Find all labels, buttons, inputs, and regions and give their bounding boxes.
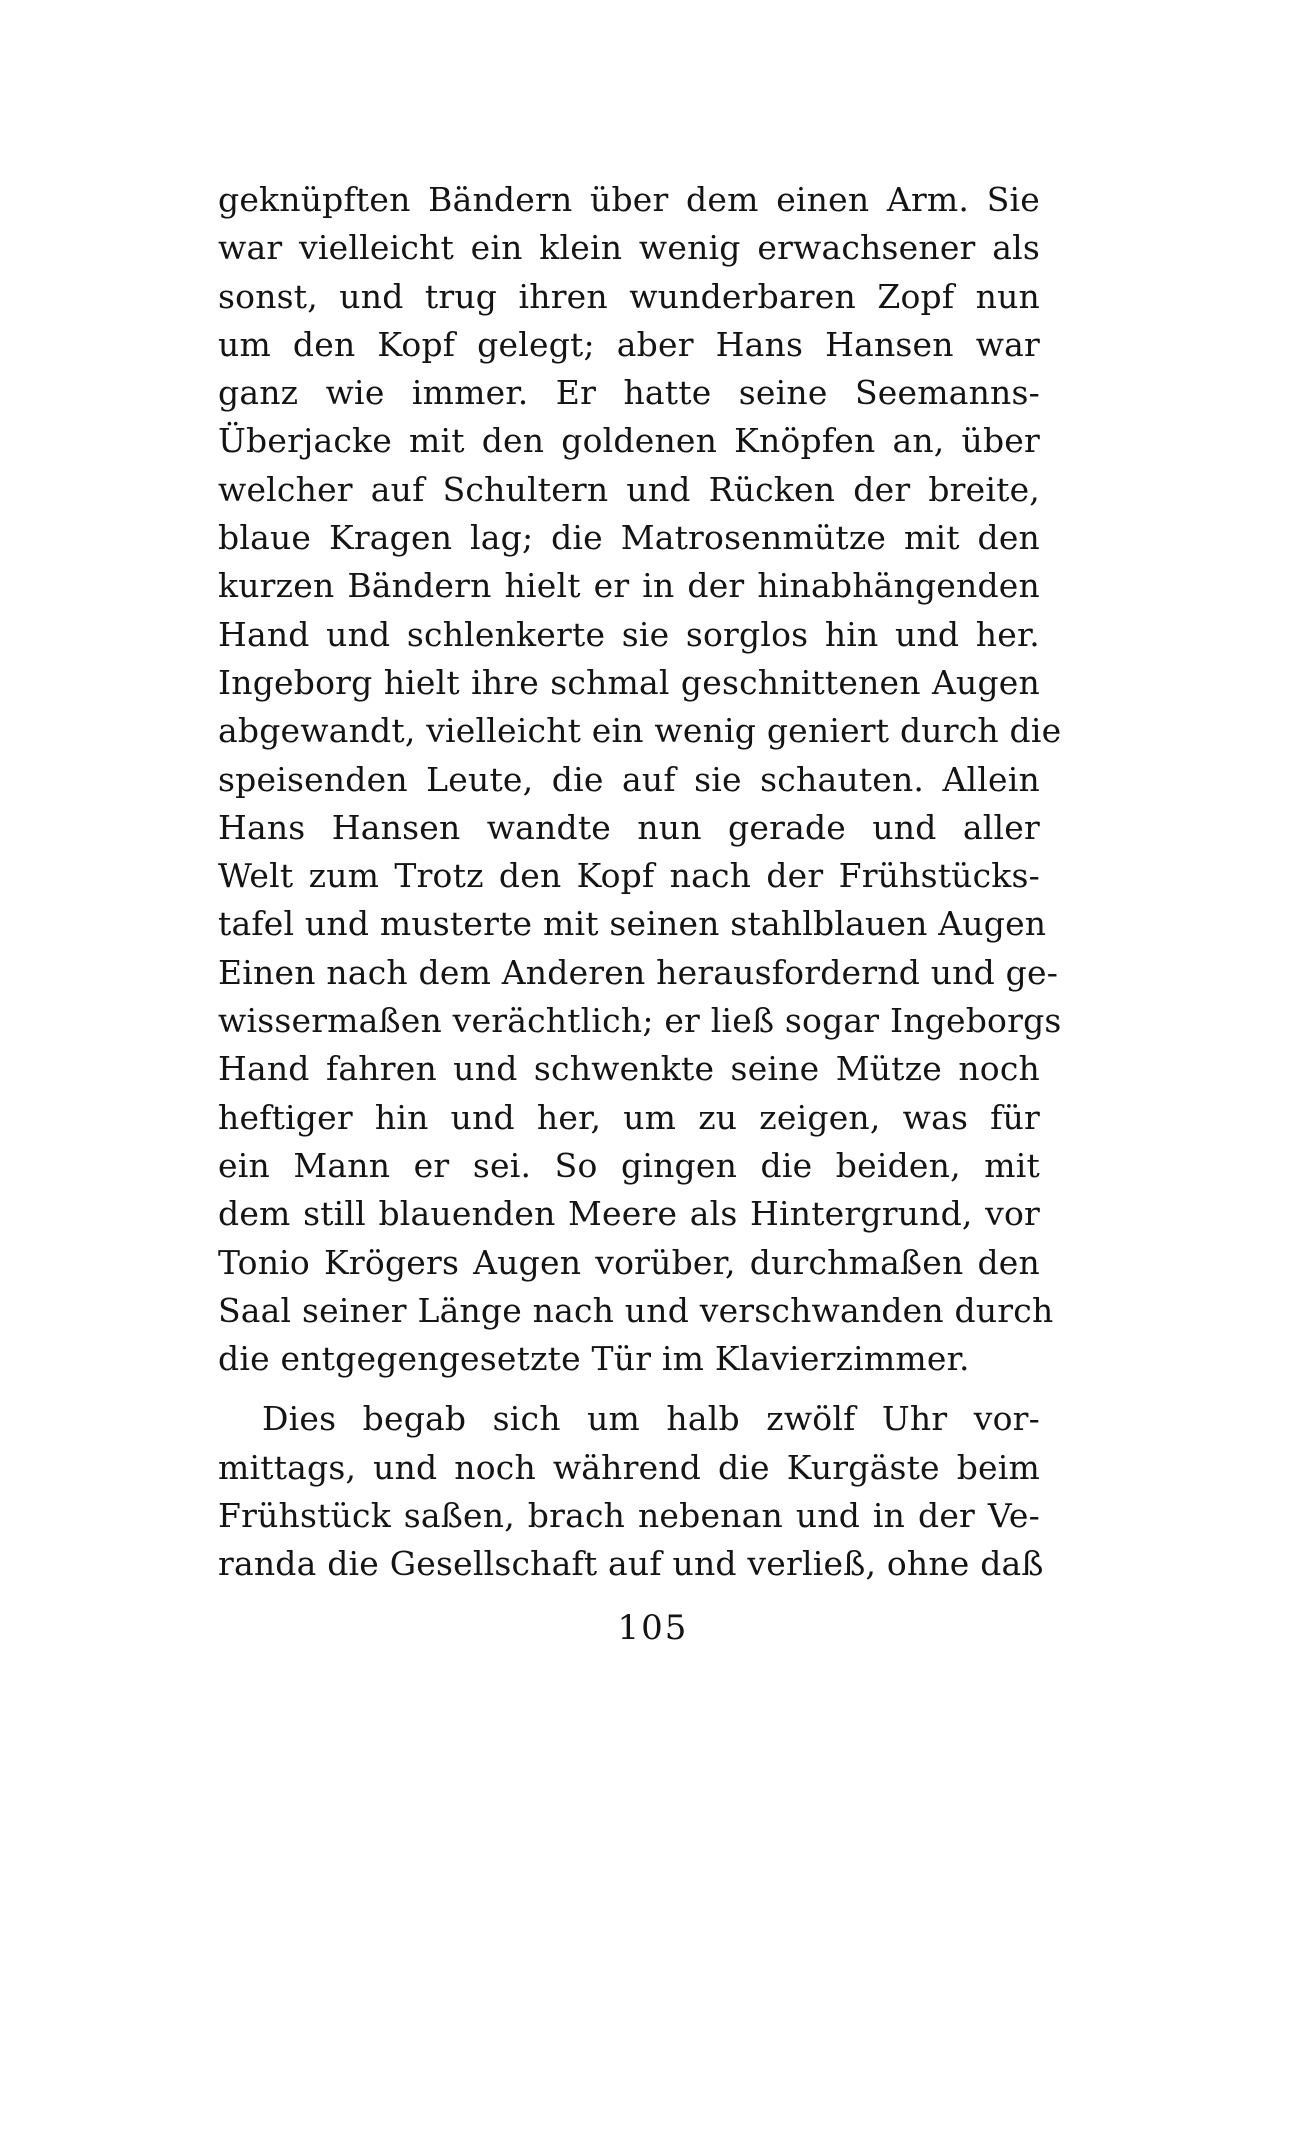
text-line: um den Kopf gelegt; aber Hans Hansen war (218, 324, 1040, 364)
text-line: wissermaßen verächtlich; er ließ sogar Ingeborgs (218, 1001, 1062, 1041)
text-line: Dies begab sich um halb zwölf Uhr vor- (262, 1399, 1040, 1439)
text-line: Hans Hansen wandte nun gerade und aller (218, 807, 1040, 847)
text-line: war vielleicht ein klein wenig erwachsener als (218, 228, 1040, 268)
text-line: tafel und musterte mit seinen stahlblauen Augen (218, 904, 1047, 944)
text-line: Frühstück saßen, brach nebenan und in der Ve- (218, 1496, 1040, 1536)
paragraph-1 (218, 176, 1062, 1383)
text-line: speisenden Leute, die auf sie schauten. Allein (218, 759, 1040, 799)
body-text (218, 176, 1062, 1589)
text-line: heftiger hin und her, um zu zeigen, was für (218, 1097, 1040, 1137)
text-line: abgewandt, vielleicht ein wenig geniert durch die (218, 711, 1062, 751)
text-line: Saal seiner Länge nach und verschwanden durch (218, 1290, 1054, 1330)
paragraph-gap (218, 1383, 1040, 1395)
text-line: ein Mann er sei. So gingen die beiden, mit (218, 1145, 1040, 1185)
page-number: 105 (617, 1608, 689, 1648)
text-line: Welt zum Trotz den Kopf nach der Frühstücks- (218, 856, 1040, 896)
text-line: randa die Gesellschaft auf und verließ, ohne daß (218, 1544, 1044, 1584)
paragraph-2 (218, 1395, 1044, 1588)
text-line: blaue Kragen lag; die Matrosenmütze mit den (218, 518, 1040, 558)
text-line: welcher auf Schultern und Rücken der breite, (218, 469, 1040, 509)
text-line: Hand fahren und schwenkte seine Mütze noch (218, 1049, 1040, 1089)
text-line: geknüpften Bändern über dem einen Arm. Sie (218, 180, 1040, 219)
text-line: Überjacke mit den goldenen Knöpfen an, über (218, 421, 1040, 461)
text-line: Hand und schlenkerte sie sorglos hin und her. (218, 614, 1040, 654)
text-line: die entgegengesetzte Tür im Klavierzimmer. (218, 1339, 970, 1379)
text-line: Einen nach dem Anderen herausfordernd und ge- (218, 952, 1059, 992)
text-line: mittags, und noch während die Kurgäste beim (218, 1447, 1040, 1487)
text-line: sonst, und trug ihren wunderbaren Zopf nun (218, 276, 1040, 316)
text-line: kurzen Bändern hielt er in der hinabhängenden (218, 566, 1040, 606)
text-line: dem still blauenden Meere als Hintergrund, vor (218, 1194, 1040, 1234)
text-line: Ingeborg hielt ihre schmal geschnittenen Augen (218, 662, 1040, 702)
text-line: ganz wie immer. Er hatte seine Seemanns- (218, 373, 1040, 413)
text-line: Tonio Krögers Augen vorüber, durchmaßen den (218, 1242, 1040, 1282)
